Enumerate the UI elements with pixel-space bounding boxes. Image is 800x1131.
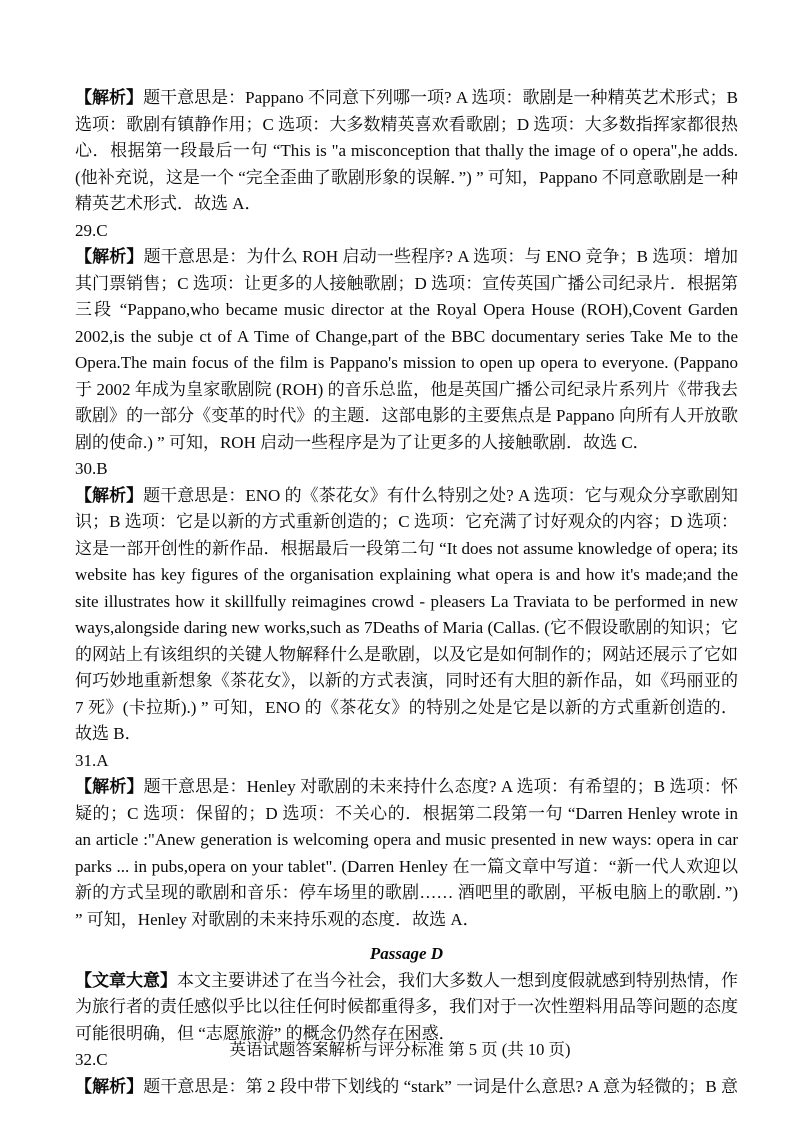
analysis-paragraph-q32 bbox=[75, 1074, 738, 1101]
answer-label-q31: 31.A bbox=[75, 750, 109, 770]
passage-heading: Passage D bbox=[369, 944, 444, 963]
page-footer: 英语试题答案解析与评分标准 第 5 页 (共 10 页) bbox=[229, 1040, 571, 1059]
summary-text: 本文主要讲述了在当今社会，我们大多数人一想到度假就感到特别热情，作为旅行者的责任感似乎比以往任何时候都重得多，我们对于一次性塑料用品等问题的态度可能很明确，但 “志愿旅游” 的概念仍然存在困惑． bbox=[75, 970, 738, 1043]
analysis-tag: 【解析】 bbox=[75, 247, 144, 266]
analysis-tag: 【解析】 bbox=[75, 777, 144, 796]
analysis-text: 题干意思是：第 2 段中带下划线的 “stark” 一词是什么意思? A 意为轻微的；B 意 bbox=[143, 1076, 739, 1096]
summary-tag: 【文章大意】 bbox=[75, 970, 177, 990]
analysis-tag: 【解析】 bbox=[75, 1076, 144, 1096]
analysis-paragraph-q31 bbox=[75, 774, 738, 933]
answer-label-q32: 32.C bbox=[75, 1050, 108, 1069]
analysis-text: 题干意思是：为什么 ROH 启动一些程序? A 选项：与 ENO 竞争；B 选项：增加其门票销售；C 选项：让更多的人接触歌剧；D 选项：宣传英国广播公司纪录片．根据第三段 “Pappano,who became music director at the Royal Opera House (ROH),Covent Garden 2002,is the subje ct of A Time of Change,part of the BBC documentary series Take Me to the Opera.The main focus of the film is Pappano's mission to open up opera to everyone. (Pappano 于 2002 年成为皇家歌剧院 (ROH) 的音乐总监，他是英国广播公司纪录片系列片《带我去歌剧》的一部分《变革的时代》的主题．这部电影的主要焦点是 Pappano 向所有人开放歌剧的使命.) ” 可知，ROH 启动一些程序是为了让更多的人接触歌剧．故选 C． bbox=[75, 247, 738, 452]
analysis-tag: 【解析】 bbox=[75, 485, 144, 505]
analysis-text: 题干意思是：Pappano 不同意下列哪一项? A 选项：歌剧是一种精英艺术形式；B 选项：歌剧有镇静作用；C 选项：大多数精英喜欢看歌剧；D 选项：大多数指挥家都很热心．根据第一段最后一句 “This is "a misconception that thally the image of o opera",he adds. (他补充说，这是一个 “完全歪曲了歌剧形象的误解．”) ” 可知，Pappano 不同意歌剧是一种精英艺术形式．故选 A． bbox=[75, 88, 738, 213]
answer-label-q30: 30.B bbox=[75, 459, 108, 478]
analysis-paragraph-q28 bbox=[75, 85, 738, 218]
analysis-text: 题干意思是：ENO 的《茶花女》有什么特别之处? A 选项：它与观众分享歌剧知识；B 选项：它是以新的方式重新创造的；C 选项：它充满了讨好观众的内容；D 选项：这是一部开创性的新作品．根据最后一段第二句 “It does not assume knowledge of opera; its website has key figures of the organisation explaining what opera is and how it's made;and the site illustrates how it skillfully reimagines crowd - pleasers La Traviata to be performed in new ways,alongside daring new works,such as 7Deaths of Maria (Callas. (它不假设歌剧的知识；它的网站上有该组织的关键人物解释什么是歌剧，以及它是如何制作的；网站还展示了它如何巧妙地重新想象《茶花女》，以新的方式表演，同时还有大胆的新作品，如《玛丽亚的 7 死》(卡拉斯).) ” 可知，ENO 的《茶花女》的特别之处是它是以新的方式重新创造的．故选 B． bbox=[75, 485, 738, 743]
analysis-tag: 【解析】 bbox=[75, 88, 144, 107]
analysis-text: 题干意思是：Henley 对歌剧的未来持什么态度? A 选项：有希望的；B 选项：怀疑的；C 选项：保留的；D 选项：不关心的．根据第二段第一句 “Darren Henley wrote in an article :"Anew generation is welcoming opera and music presented in new ways: opera in car parks ... in pubs,opera on your tablet". (Darren Henley 在一篇文章中写道：“新一代人欢迎以新的方式呈现的歌剧和音乐：停车场里的歌剧…… 酒吧里的歌剧，平板电脑上的歌剧．”) ” 可知，Henley 对歌剧的未来持乐观的态度．故选 A． bbox=[75, 777, 738, 929]
passage-summary-paragraph bbox=[75, 968, 738, 1048]
analysis-paragraph-q29 bbox=[75, 244, 738, 456]
answer-label-q29: 29.C bbox=[75, 220, 108, 240]
analysis-paragraph-q30 bbox=[75, 483, 738, 748]
page-text-block bbox=[75, 85, 738, 1100]
